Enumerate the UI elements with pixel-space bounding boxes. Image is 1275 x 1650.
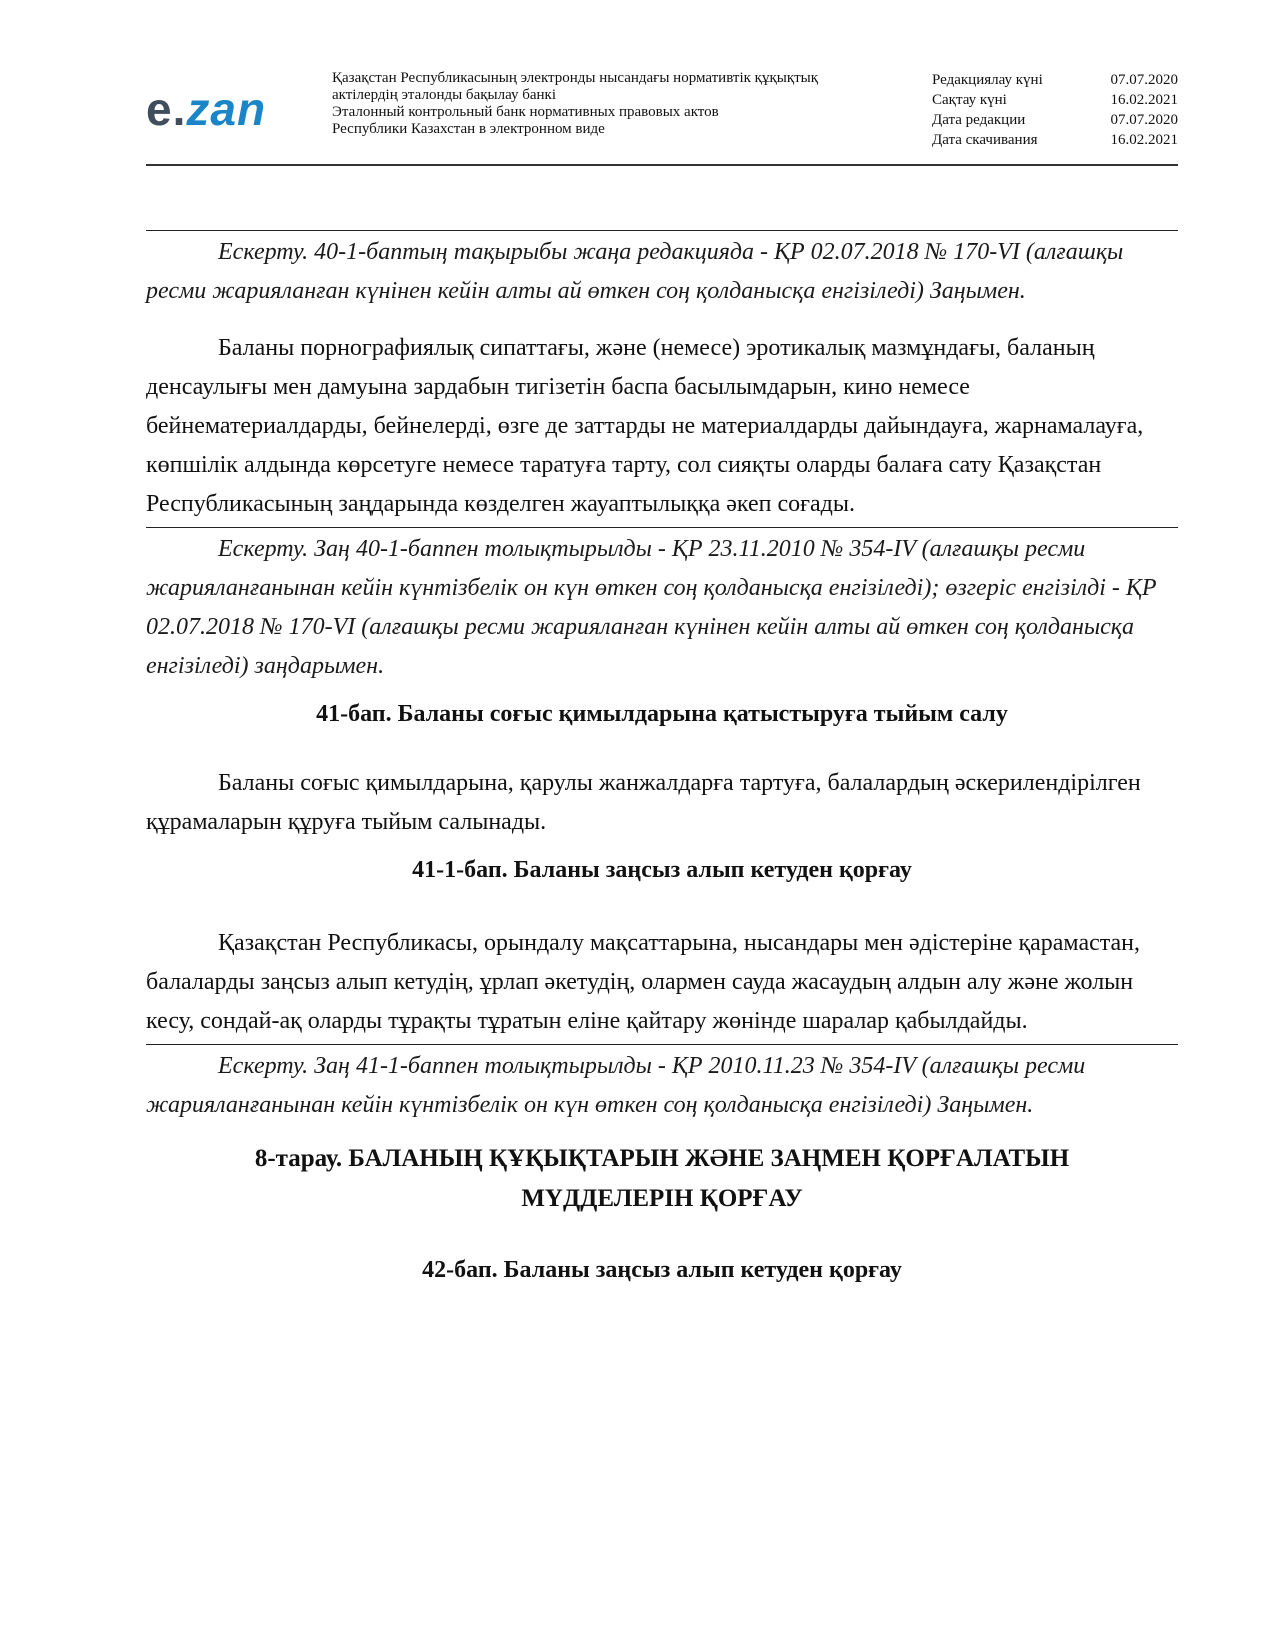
note-divider	[146, 1044, 1178, 1045]
bank-line-3: Эталонный контрольный банк нормативных правовых актов	[332, 104, 719, 120]
article-41-1-heading: 41-1-бап. Баланы заңсыз алып кетуден қорғау	[412, 857, 912, 883]
meta-label: Дата редакции	[932, 112, 1026, 128]
chapter-8-title-line-1: 8-тарау. БАЛАНЫҢ ҚҰҚЫҚТАРЫН ЖӘНЕ ЗАҢМЕН ҚОРҒАЛАТЫН	[254, 1145, 1070, 1172]
ezan-logo: e.zan	[146, 83, 267, 135]
editorial-note-40-1-title: Ескерту. 40-1-баптың тақырыбы жаңа редакцияда - ҚР 02.07.2018 № 170-VI (алғашқы ресми жарияланған күнінен кейін алты ай өткен соң қолданысқа енгізіледі) Заңымен.	[146, 239, 1124, 304]
bank-line-2: актілердің эталонды бақылау банкі	[332, 87, 556, 103]
editorial-note-41-1: Ескерту. Заң 41-1-баппен толықтырылды - ҚР 2010.11.23 № 354-IV (алғашқы ресми жарияланғанынан кейін күнтізбелік он күн өткен соң қолданысқа енгізіледі) Заңымен.	[146, 1053, 1086, 1118]
date-meta	[932, 70, 1178, 150]
page-header	[146, 68, 1178, 164]
article-41-1-text: Қазақстан Республикасы, орындалу мақсаттарына, нысандары мен әдістеріне қарамастан, балаларды заңсыз алып кетудің, ұрлап әкетудің, олармен сауда жасаудың алдын алу және жолын кесу, сондай-ақ оларды тұрақты тұратын еліне қайтару жөнінде шаралар қабылдайды.	[146, 930, 1141, 1034]
article-40-1-text: Баланы порнографиялық сипаттағы, және (немесе) эротикалық мазмұндағы, баланың денсаулығы мен дамуына зардабын тигізетін баспа басылымдарын, кино немесе бейнематериалдарды, бейнелерді, өзге де заттарды не материалдарды дайындауға, жарнамалауға, көпшілік алдында көрсетуге немесе таратуға тарту, сол сияқты оларды балаға сату Қазақстан Республикасының заңдарында көзделген жауаптылыққа әкеп соғады.	[146, 335, 1144, 517]
meta-label: Редакциялау күні	[932, 72, 1043, 88]
meta-row	[932, 90, 1178, 110]
bank-title	[332, 70, 892, 138]
note-divider	[146, 527, 1178, 528]
chapter-8-title-line-2: МҮДДЕЛЕРІН ҚОРҒАУ	[521, 1185, 803, 1212]
note-divider	[146, 230, 1178, 231]
header-divider	[146, 164, 1178, 166]
article-41-heading: 41-бап. Баланы соғыс қимылдарына қатыстыруға тыйым салу	[316, 701, 1008, 727]
article-42-heading: 42-бап. Баланы заңсыз алып кетуден қорғау	[422, 1257, 902, 1283]
meta-label: Сақтау күні	[932, 92, 1007, 108]
meta-label: Дата скачивания	[932, 132, 1038, 148]
meta-row	[932, 110, 1178, 130]
editorial-note-40-1: Ескерту. Заң 40-1-баппен толықтырылды - ҚР 23.11.2010 № 354-IV (алғашқы ресми жарияланғанынан кейін күнтізбелік он күн өткен соң қолданысқа енгізіледі); өзгеріс енгізілді - ҚР 02.07.2018 № 170-VI (алғашқы ресми жарияланған күнінен кейін алты ай өткен соң қолданысқа енгізіледі) заңдарымен.	[146, 536, 1157, 679]
meta-value: 07.07.2020	[1110, 112, 1178, 128]
meta-row	[932, 130, 1178, 150]
document-body	[146, 230, 1178, 1290]
meta-value: 07.07.2020	[1110, 72, 1178, 88]
article-41-text: Баланы соғыс қимылдарына, қарулы жанжалдарға тартуға, балалардың әскерилендірілген құрамаларын құруға тыйым салынады.	[146, 770, 1141, 835]
meta-value: 16.02.2021	[1110, 92, 1178, 108]
meta-value: 16.02.2021	[1110, 132, 1178, 148]
bank-line-1: Қазақстан Республикасының электронды нысандағы нормативтік құқықтық	[332, 70, 819, 86]
meta-row	[932, 70, 1178, 90]
bank-line-4: Республики Казахстан в электронном виде	[332, 121, 605, 137]
